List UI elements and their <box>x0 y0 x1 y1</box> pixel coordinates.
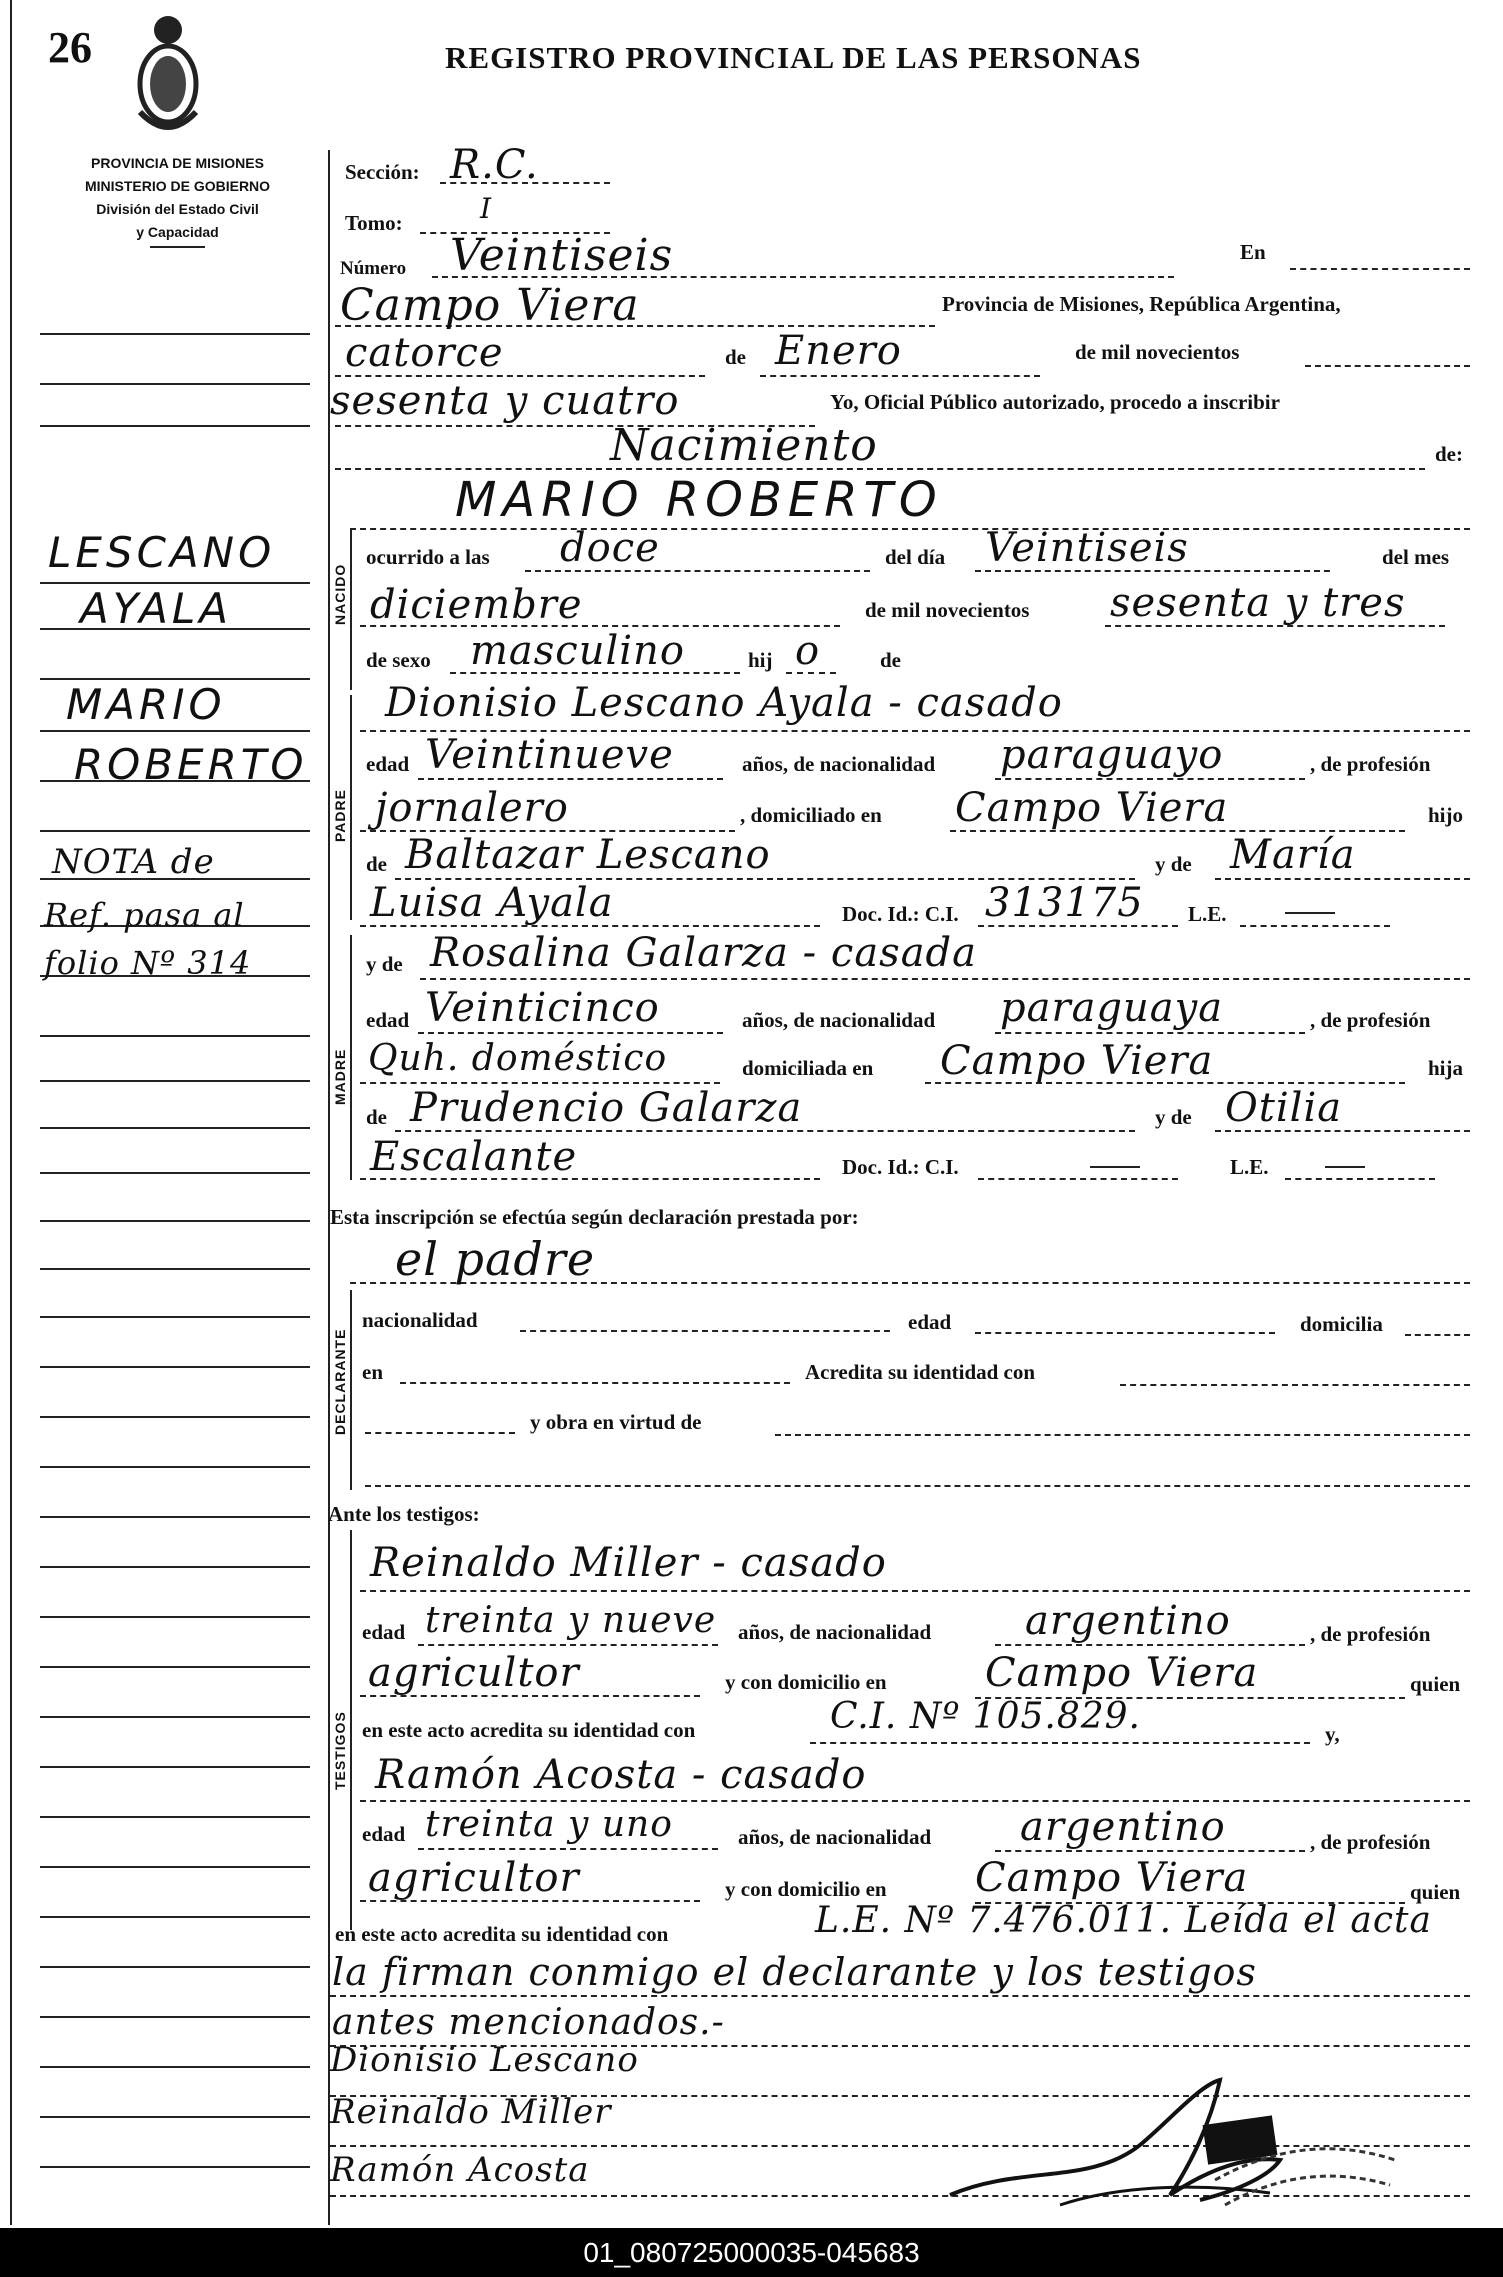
signature-1: Dionisio Lescano <box>330 2040 639 2080</box>
t1-nac-value: argentino <box>1025 1598 1231 1644</box>
testigos-intro: Ante los testigos: <box>328 1502 480 1526</box>
padre-doc-value: 313175 <box>985 880 1144 926</box>
padre-nac-label: años, de nacionalidad <box>742 752 936 776</box>
padre-edad-value: Veintinueve <box>425 732 674 778</box>
madre-de-label: de <box>366 1105 387 1129</box>
padre-nac-value: paraguayo <box>1000 732 1224 778</box>
t1-edad-label: edad <box>362 1620 406 1644</box>
declarante-obra-line <box>775 1434 1470 1436</box>
declarante-edad-line <box>975 1332 1275 1334</box>
place-value: Campo Viera <box>340 280 640 331</box>
tipo-value: Nacimiento <box>610 420 878 471</box>
day-value: catorce <box>345 330 504 376</box>
page-number: 26 <box>48 23 92 72</box>
closing-1: la firman conmigo el declarante y los testigos <box>332 1950 1257 1994</box>
page-left-rule <box>10 0 12 2225</box>
t1-dom-label: y con domicilio en <box>725 1670 887 1694</box>
de-colon-label: de: <box>1435 442 1463 466</box>
declarante-label: DECLARANTE <box>332 1328 348 1435</box>
madre-label: MADRE <box>332 1048 348 1105</box>
madre-le-dash <box>1325 1166 1365 1168</box>
padre-madre-value: María <box>1230 832 1356 878</box>
month-value: Enero <box>775 328 902 374</box>
declarante-nac-line <box>520 1330 890 1332</box>
declarante-en-line <box>400 1382 790 1384</box>
sexo-value: masculino <box>470 628 685 674</box>
madre-edad-label: edad <box>366 1008 410 1032</box>
margin-surname-1: LESCANO <box>48 528 276 577</box>
coat-of-arms-icon <box>128 12 208 142</box>
dia-value: Veintiseis <box>985 525 1189 571</box>
declarante-en-label: en <box>362 1360 383 1384</box>
tomo-value: I <box>480 192 493 225</box>
mil-line <box>1305 365 1470 367</box>
t1-prof-label: , de profesión <box>1310 1622 1431 1646</box>
footer-code: 01_080725000035-045683 <box>0 2228 1503 2277</box>
madre-madre-value: Otilia <box>1225 1085 1343 1131</box>
padre-label: PADRE <box>332 789 348 842</box>
tomo-label: Tomo: <box>345 211 403 235</box>
padre-prof-label: , de profesión <box>1310 752 1431 776</box>
margin-name-2: ROBERTO <box>74 740 308 789</box>
declarante-dom-label: domicilia <box>1300 1312 1383 1336</box>
t2-nac-label: años, de nacionalidad <box>738 1825 932 1849</box>
padre-dom-value: Campo Viera <box>955 785 1229 831</box>
t1-nac-label: años, de nacionalidad <box>738 1620 932 1644</box>
madre-le-label: L.E. <box>1230 1155 1269 1179</box>
declarante-bar <box>350 1290 352 1490</box>
ocurrido-label: ocurrido a las <box>366 545 490 569</box>
t2-prof-label: , de profesión <box>1310 1830 1431 1854</box>
closing-line-1 <box>330 1995 1470 1997</box>
t2-prof-value: agricultor <box>368 1855 580 1901</box>
t2-dom-label: y con domicilio en <box>725 1877 887 1901</box>
de-label: de <box>725 345 746 369</box>
t1-dom-value: Campo Viera <box>985 1650 1259 1696</box>
mes-value: diciembre <box>370 582 583 628</box>
padre-bar <box>350 695 352 920</box>
padre-nombre-value: Dionisio Lescano Ayala - casado <box>385 680 1063 726</box>
margin-note-3: folio Nº 314 <box>44 944 252 982</box>
madre-nac-value: paraguaya <box>1000 985 1224 1031</box>
closing-2: antes mencionados.- <box>332 2002 725 2043</box>
t2-edad-label: edad <box>362 1822 406 1846</box>
document-title: REGISTRO PROVINCIAL DE LAS PERSONAS <box>445 40 1142 75</box>
madre-yde2-label: y de <box>1155 1105 1192 1129</box>
declarante-acredita-line <box>1120 1384 1470 1386</box>
provincia-label: Provincia de Misiones, República Argentina, <box>942 292 1341 316</box>
seccion-label: Sección: <box>345 160 420 184</box>
padre-madre-value-2: Luisa Ayala <box>370 880 614 926</box>
madre-dom-label: domiciliada en <box>742 1056 874 1080</box>
nacido-mil-label: de mil novecientos <box>865 598 1030 622</box>
madre-doc-line <box>978 1178 1178 1180</box>
declarante-value: el padre <box>395 1232 596 1286</box>
child-name-line <box>350 528 1470 530</box>
t1-nac-line <box>995 1644 1305 1646</box>
en-label: En <box>1240 240 1266 264</box>
t1-edad-line <box>418 1644 718 1646</box>
numero-value: Veintiseis <box>450 230 674 281</box>
madre-edad-line <box>418 1032 723 1034</box>
del-dia-label: del día <box>885 545 946 569</box>
t1-y-label: y, <box>1325 1722 1340 1746</box>
t2-dom-value: Campo Viera <box>975 1855 1249 1901</box>
padre-doc-label: Doc. Id.: C.I. <box>842 902 959 926</box>
nacido-de-label: de <box>880 648 901 672</box>
declarante-obra-label: y obra en virtud de <box>530 1410 702 1434</box>
madre-nac-label: años, de nacionalidad <box>742 1008 936 1032</box>
hij-value: o <box>795 628 821 674</box>
month-line <box>760 375 1040 377</box>
signature-3: Ramón Acosta <box>330 2150 590 2190</box>
padre-edad-line <box>418 778 723 780</box>
t1-acredita-label: en este acto acredita su identidad con <box>362 1718 696 1742</box>
padre-edad-label: edad <box>366 752 410 776</box>
declarante-acredita-label: Acredita su identidad con <box>805 1360 1036 1384</box>
madre-doc-dash <box>1090 1166 1140 1168</box>
declarante-dom-line <box>1405 1334 1470 1336</box>
t2-name-line <box>360 1800 1470 1802</box>
madre-nombre-value: Rosalina Galarza - casada <box>430 930 977 976</box>
issuer-line-4: y Capacidad <box>136 224 219 240</box>
declarante-nac-label: nacionalidad <box>362 1308 478 1332</box>
t1-doc-line <box>810 1742 1310 1744</box>
declarante-extra-line <box>365 1485 1470 1487</box>
year-value: sesenta y cuatro <box>330 378 680 424</box>
madre-bar <box>350 935 352 1180</box>
yo-label: Yo, Oficial Público autorizado, procedo a inscribir <box>830 390 1280 414</box>
nacido-label: NACIDO <box>332 563 348 625</box>
en-line <box>1290 268 1470 270</box>
margin-surname-2: AYALA <box>80 584 232 633</box>
declarante-obra-pre-line <box>365 1432 515 1434</box>
t1-edad-value: treinta y nueve <box>425 1600 717 1641</box>
nacido-bar <box>350 530 352 690</box>
declarante-intro: Esta inscripción se efectúa según declaración prestada por: <box>330 1205 859 1229</box>
child-name-value: MARIO ROBERTO <box>455 472 943 528</box>
madre-madre-value-2: Escalante <box>370 1134 578 1180</box>
t1-quien-label: quien <box>1410 1672 1461 1696</box>
padre-padre-value: Baltazar Lescano <box>405 832 771 878</box>
padre-le-dash <box>1285 912 1335 914</box>
padre-le-label: L.E. <box>1188 902 1227 926</box>
t1-prof-value: agricultor <box>368 1650 580 1696</box>
padre-yde-label: y de <box>1155 852 1192 876</box>
declarante-edad-label: edad <box>908 1310 952 1334</box>
sexo-label: de sexo <box>366 648 431 672</box>
madre-dom-value: Campo Viera <box>940 1038 1214 1084</box>
tipo-line <box>335 468 1425 470</box>
t2-nac-value: argentino <box>1020 1804 1226 1850</box>
margin-note-2: Ref. pasa al <box>44 896 245 934</box>
padre-de-label: de <box>366 852 387 876</box>
madre-nac-line <box>995 1032 1305 1034</box>
madre-padre-value: Prudencio Galarza <box>410 1085 803 1131</box>
issuer-line-1: PROVINCIA DE MISIONES <box>91 155 264 171</box>
seccion-value: R.C. <box>450 142 539 188</box>
form-divider-rule <box>328 150 330 2225</box>
madre-yde-label: y de <box>366 952 403 976</box>
hija-label: hija <box>1428 1056 1464 1080</box>
madre-prof-line <box>360 1082 720 1084</box>
t1-name-line <box>360 1590 1470 1592</box>
official-stamp-icon <box>1195 2110 1405 2220</box>
madre-le-line <box>1285 1178 1435 1180</box>
madre-prof-label: , de profesión <box>1310 1008 1431 1032</box>
t2-name: Ramón Acosta - casado <box>375 1752 867 1798</box>
hijo-label: hijo <box>1428 803 1464 827</box>
madre-doc-label: Doc. Id.: C.I. <box>842 1155 959 1179</box>
padre-prof-value: jornalero <box>375 785 569 831</box>
t1-doc-value: C.I. Nº 105.829. <box>830 1696 1141 1737</box>
mil-label: de mil novecientos <box>1075 340 1240 364</box>
hora-value: doce <box>560 525 660 571</box>
issuer-line-2: MINISTERIO DE GOBIERNO <box>84 178 271 194</box>
padre-dom-label: , domiciliado en <box>740 803 882 827</box>
issuer-block <box>40 152 315 248</box>
anio-value: sesenta y tres <box>1110 580 1406 626</box>
numero-label: Número <box>340 258 407 279</box>
madre-nombre-line <box>420 978 1470 980</box>
t2-acredita-label: en este acto acredita su identidad con <box>335 1922 669 1946</box>
t2-edad-line <box>418 1848 718 1850</box>
del-mes-label: del mes <box>1382 545 1450 569</box>
padre-nac-line <box>995 778 1305 780</box>
hij-label: hij <box>748 648 773 672</box>
t2-nac-line <box>995 1850 1305 1852</box>
t2-doc-value: L.E. Nº 7.476.011. Leída el acta <box>815 1900 1432 1941</box>
t1-name: Reinaldo Miller - casado <box>370 1540 887 1586</box>
issuer-line-3: División del Estado Civil <box>96 201 259 217</box>
testigos-bar <box>350 1530 352 1930</box>
t2-edad-value: treinta y uno <box>425 1804 673 1845</box>
padre-madre-line <box>1215 878 1470 880</box>
margin-note-1: NOTA de <box>52 842 215 882</box>
t2-quien-label: quien <box>1410 1880 1461 1904</box>
padre-le-line <box>1240 925 1390 927</box>
testigos-label: TESTIGOS <box>332 1711 348 1790</box>
madre-edad-value: Veinticinco <box>425 985 660 1031</box>
signature-2: Reinaldo Miller <box>330 2092 612 2132</box>
margin-name-1: MARIO <box>66 680 226 729</box>
madre-prof-value: Quh. doméstico <box>368 1038 668 1079</box>
